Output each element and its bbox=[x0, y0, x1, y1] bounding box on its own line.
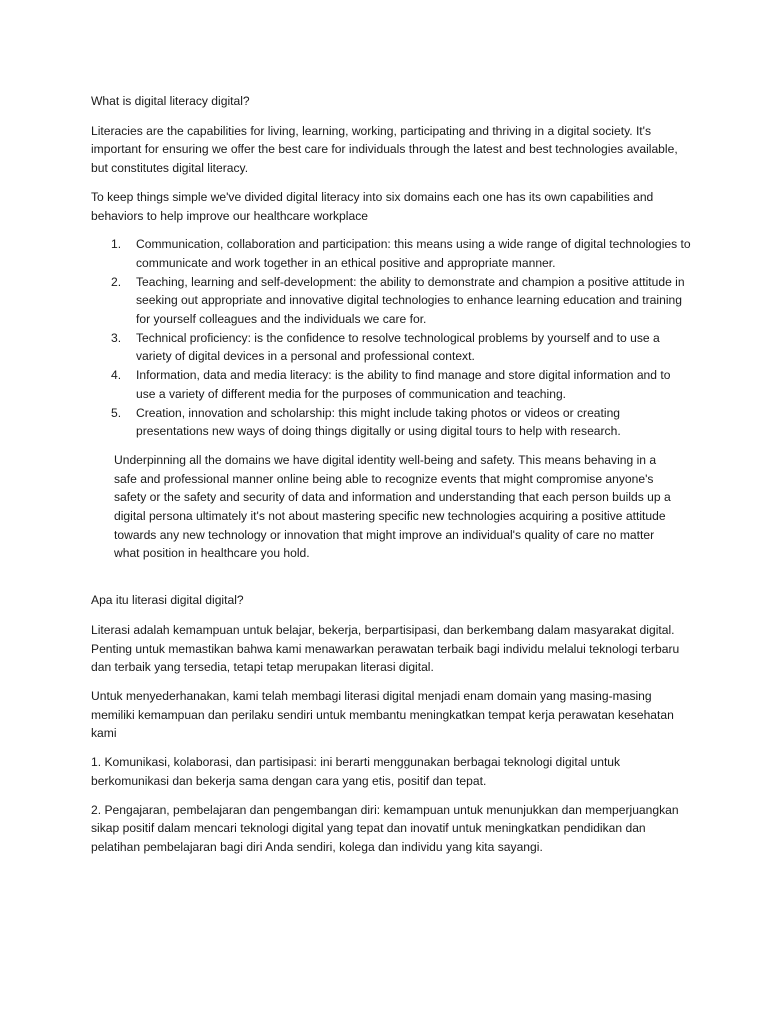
list-item bbox=[91, 404, 691, 441]
list-item-text: Creation, innovation and scholarship: this might include taking photos or videos or creating presentations new ways of doing things digitally or using digital tours to help with research. bbox=[136, 405, 621, 439]
list-item-text: Technical proficiency: is the confidence to resolve technological problems by yourself and to use a variety of digital devices in a personal and professional context. bbox=[136, 330, 660, 364]
english-heading: What is digital literacy digital? bbox=[91, 94, 250, 108]
list-item bbox=[91, 366, 691, 403]
indonesian-item-1: 1. Komunikasi, kolaborasi, dan partisipasi: ini berarti menggunakan berbagai teknologi digital untuk berkomunikasi dan bekerja sama dengan cara yang etis, positif dan tepat. bbox=[91, 755, 621, 788]
list-item-text: Communication, collaboration and participation: this means using a wide range of digital technologies to communicate and work together in an ethical positive and appropriate manner. bbox=[136, 237, 691, 270]
list-item-text: Information, data and media literacy: is the ability to find manage and store digital information and to use a variety of different media for the purposes of communication and teaching. bbox=[136, 368, 671, 401]
indonesian-paragraph-2: Untuk menyederhanakan, kami telah membagi literasi digital menjadi enam domain yang masing-masing memiliki kemampuan dan perilaku sendiri untuk membantu meningkatkan tempat kerja perawatan kesehatan kami bbox=[91, 688, 674, 741]
domains-list bbox=[91, 235, 691, 441]
list-item-number: 2. bbox=[111, 274, 122, 289]
list-item-number: 4. bbox=[111, 368, 122, 383]
list-item bbox=[91, 273, 691, 329]
indonesian-paragraph-1: Literasi adalah kemampuan untuk belajar, bekerja, berpartisipasi, dan berkembang dalam masyarakat digital. Penting untuk memastikan bahwa kami menawarkan perawatan terbaik bagi individu melalui teknologi terbaru dan terbaik yang tersedia, tetapi tetap merupakan literasi digital. bbox=[91, 622, 680, 675]
list-item-number: 3. bbox=[111, 330, 122, 345]
list-item-number: 5. bbox=[111, 405, 122, 420]
list-item bbox=[91, 329, 691, 366]
list-item-number: 1. bbox=[111, 237, 122, 252]
english-paragraph-2: To keep things simple we've divided digital literacy into six domains each one has its own capabilities and behaviors to help improve our healthcare workplace bbox=[91, 189, 654, 223]
list-item bbox=[91, 235, 691, 272]
document-content bbox=[91, 92, 691, 867]
indonesian-item-2: 2. Pengajaran, pembelajaran dan pengembangan diri: kemampuan untuk menunjukkan dan memperjuangkan sikap positif dalam mencari teknologi digital yang tepat dan inovatif untuk meningkatkan pendidikan dan pelatihan pembelajaran bagi diri Anda sendiri, kolega dan individu yang kita sayangi. bbox=[91, 802, 679, 854]
digital-identity-paragraph: Underpinning all the domains we have digital identity well-being and safety. This means behaving in a safe and professional manner online being able to recognize events that might compromise anyone's safety or the safety and security of data and information and understanding that each person builds up a digital persona ultimately it's not about mastering specific new technologies acquiring a positive attitude towards any new technology or innovation that might improve an individual's quality of care no matter what position in healthcare you hold. bbox=[114, 452, 671, 561]
english-paragraph-1: Literacies are the capabilities for living, learning, working, participating and thriving in a digital society. It's important for ensuring we offer the best care for individuals through the latest and best technologies available, but constitutes digital literacy. bbox=[91, 123, 678, 176]
indonesian-heading: Apa itu literasi digital digital? bbox=[91, 593, 244, 608]
list-item-text: Teaching, learning and self-development: the ability to demonstrate and champion a positive attitude in seeking out appropriate and innovative digital technologies to enhance learning education and training for yourself colleagues and the individuals we care for. bbox=[136, 274, 685, 327]
